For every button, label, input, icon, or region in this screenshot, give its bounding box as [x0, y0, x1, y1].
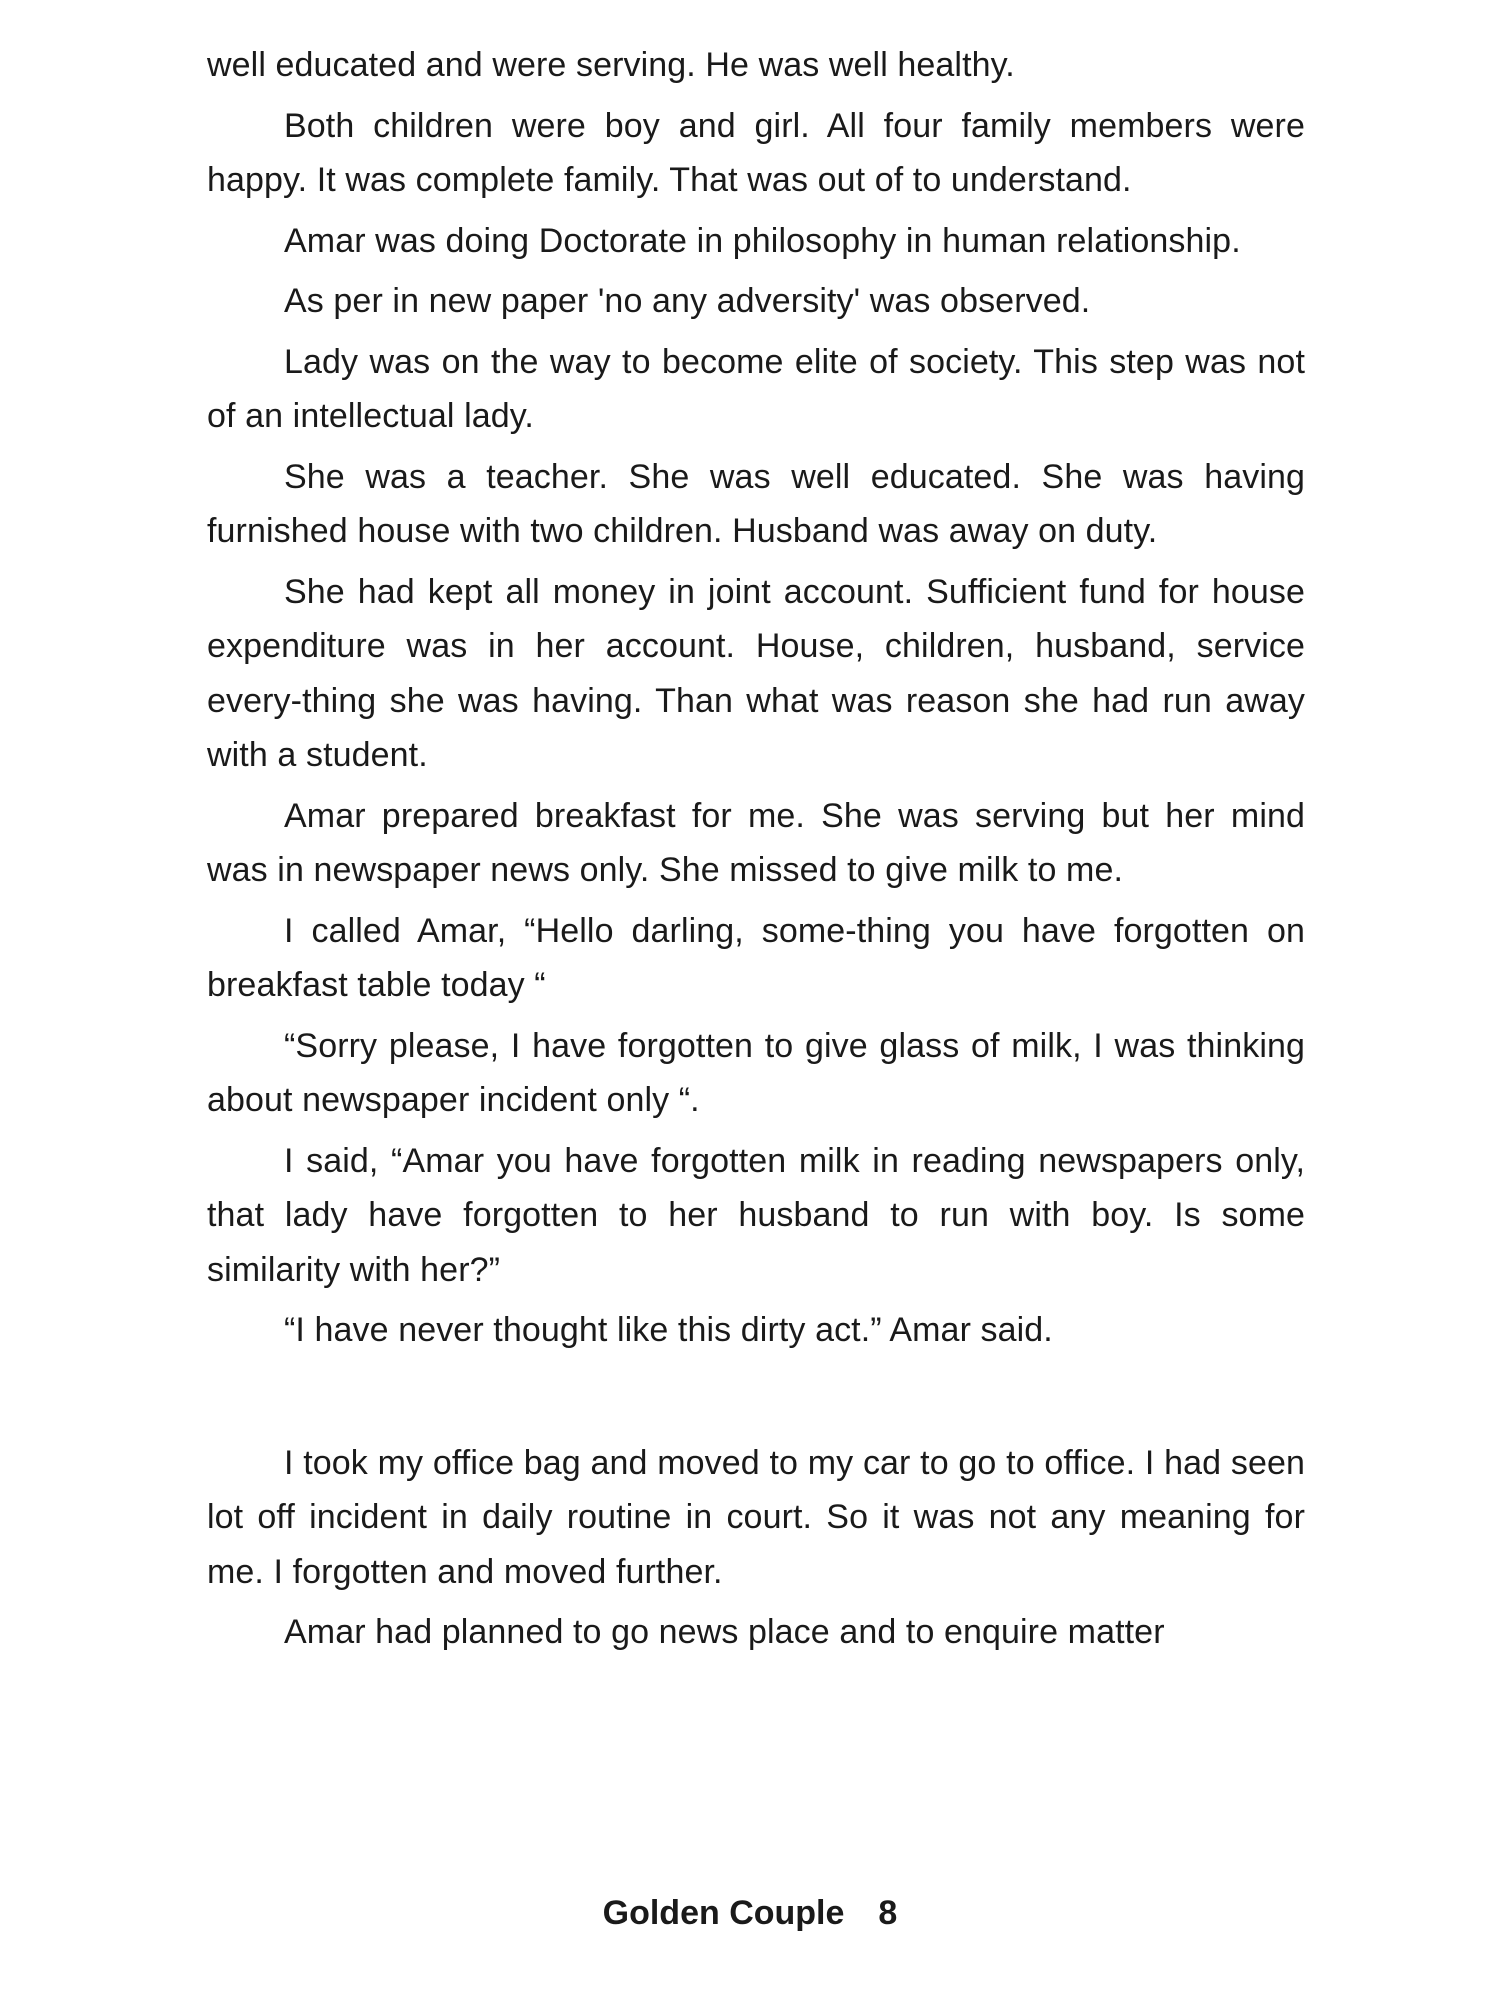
paragraph: Amar had planned to go news place and to enquire matter — [284, 1613, 1165, 1651]
paragraph-continuation: well educated and were serving. He was well healthy. — [207, 46, 1015, 84]
paragraph: Amar prepared breakfast for me. She was serving but her mind was in newspaper news only. She missed to give milk to me. — [207, 796, 1305, 889]
book-title: Golden Couple — [602, 1894, 845, 1932]
paragraph: Lady was on the way to become elite of society. This step was not of an intellectual lady. — [207, 342, 1305, 435]
paragraph: Amar was doing Doctorate in philosophy in human relationship. — [284, 221, 1241, 260]
paragraph: “Sorry please, I have forgotten to give glass of milk, I was thinking about newspaper incident only “. — [207, 1026, 1305, 1119]
section-break — [207, 1364, 1305, 1436]
paragraph: I took my office bag and moved to my car to go to office. I had seen lot off incident in daily routine in court. So it was not any meaning for me. I forgotten and moved further. — [207, 1443, 1305, 1591]
paragraph: “I have never thought like this dirty act.” Amar said. — [284, 1311, 1053, 1349]
paragraph: She was a teacher. She was well educated. She was having furnished house with two children. Husband was away on duty. — [207, 457, 1305, 550]
page-footer — [0, 1888, 1500, 1938]
paragraph: I called Amar, “Hello darling, some-thing you have forgotten on breakfast table today “ — [207, 911, 1305, 1004]
body-text — [207, 38, 1305, 1666]
paragraph: I said, “Amar you have forgotten milk in reading newspapers only, that lady have forgotten to her husband to run with boy. Is some similarity with her?” — [207, 1141, 1305, 1289]
paragraph: As per in new paper 'no any adversity' was observed. — [284, 282, 1091, 320]
paragraph: Both children were boy and girl. All four family members were happy. It was complete family. That was out of to understand. — [207, 106, 1305, 199]
paragraph: She had kept all money in joint account. Sufficient fund for house expenditure was in her account. House, children, husband, service every-thing she was having. Than what was reason she had run away with a student. — [207, 572, 1305, 774]
page-number: 8 — [878, 1894, 898, 1932]
